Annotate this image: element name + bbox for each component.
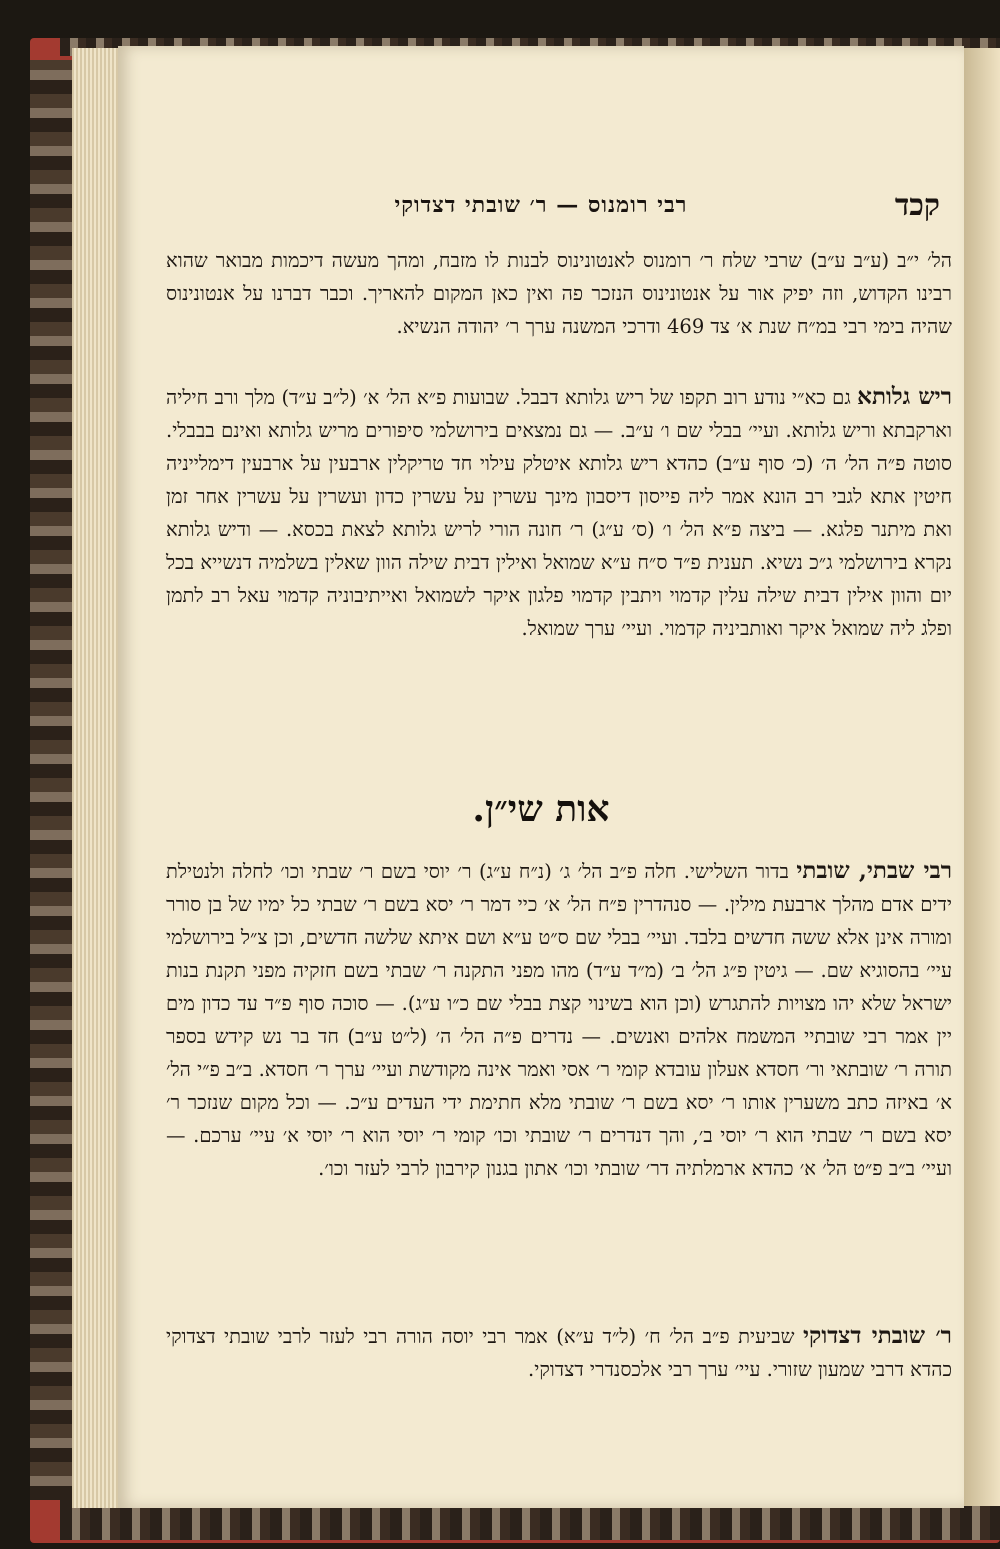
- paragraph-1-text: הל׳ י״ב (ע״ב ע״ב) שרבי שלח ר׳ רומנוס לאנטונינוס לבנות לו מזבח, ומהך מעשה דיכמות מבואר שהוא רבינו הקדוש, וזה יפיק אור על אנטונינוס הנזכר פה ואין כאן המקום להאריך. וכבר דברנו על אנטונינוס שהיה בימי רבי במ״ח שנת א׳ צד 469 ודרכי המשנה ערך ר׳ יהודה הנשיא.: [166, 249, 952, 338]
- paragraph-1: [166, 244, 952, 343]
- entry-title-shuvtai-detzaduki: ר׳ שובתי דצדוקי: [802, 1322, 952, 1349]
- book-page: [118, 46, 964, 1508]
- page-header: [118, 188, 964, 228]
- page-stack-edges: [72, 48, 124, 1508]
- paragraph-4: [166, 1319, 952, 1386]
- paragraph-3: [166, 854, 952, 1185]
- paragraph-2-text: גם כא״י נודע רוב תקפו של ריש גלותא דבבל. שבועות פ״א הל׳ א׳ (ל״ב ע״ד) מלך ורב חיליה וארקבתא וריש גלותא. ועיי׳ בבלי שם ו׳ ע״ב. — גם נמצאים בירושלמי סיפורים מריש גלותא ואינם בבבלי. סוטה פ״ה הל׳ ה׳ (כ׳ סוף ע״ב) כהדא ריש גלותא איטלק עילוי חד טריקלין ארבעין על ארבעין דימלייניה חיטין אתא לגבי רב הונא אמר ליה פייסון דיסבון מינך עשרין על עשרין כדון ועשרין על עשרין אחר זמן ואת מיתנר פלגא. — ביצה פ״א הל׳ ו׳ (ס׳ ע״ג) ר׳ חונה הורי לריש גלותא לצאת בכסא. — ודיש גלותא נקרא בירושלמי ג״כ נשיא. תענית פ״ד ס״ח ע״א שמואל ואילין דבית שילה הוון שאלין בשלמיה דנשייא בכל יום והוון אילין דבית שילה עלין קדמוי ויתבין קדמוי פלגון איקר לשמואל ואייתיבוניה קדמוי עאל רב לתמן ופלג ליה שמואל איקר ואותביניה קדמוי. ועיי׳ ערך שמואל.: [166, 386, 952, 640]
- entry-title-resh-galuta: ריש גלותא: [857, 383, 952, 410]
- paragraph-2: [166, 380, 952, 645]
- facing-page-edge: [964, 48, 1000, 1506]
- paragraph-4-text: שביעית פ״ב הל׳ ח׳ (ל״ד ע״א) אמר רבי יוסה הורה רבי לעזר לרבי שובתי דצדוקי כהדא דרבי שמעון שזורי. עיי׳ ערך רבי אלכסנדרי דצדוקי.: [166, 1325, 952, 1381]
- section-heading: אות שי״ן.: [472, 788, 610, 830]
- running-head: רבי רומנוס — ר׳ שובתי דצדוקי: [394, 192, 688, 218]
- page-number: קכד: [894, 188, 940, 223]
- paragraph-3-text: בדור השלישי. חלה פ״ב הל׳ ג׳ (נ״ח ע״ג) ר׳ יוסי בשם ר׳ שבתי וכו׳ לחלה ולנטילת ידים אדם מהלך ארבעת מילין. — סנהדרין פ״ח הל׳ א׳ כיי דמר ר׳ יסא בשם ר׳ שבתי כל ימיו של בן סורר ומורה אינן אלא ששה חדשים בלבד. ועיי׳ בבלי שם ס״ט ע״א ושם איתא שלשה חדשים, וכן צ״ל בירושלמי עיי׳ בהסוגיא שם. — גיטין פ״ג הל׳ ב׳ (מ״ד ע״ד) מהו מפני התקנה ר׳ שבתי בשם חזקיה מפני תקנת בנות ישראל שלא יהו מצויות להתגרש (וכן הוא בשינוי קצת בבלי שם כ״ו ע״ג). — סוכה סוף פ״ד עד כדון מים יין אמר רבי שובתיי המשמח אלהים ואנשים. — נדרים פ״ה הל׳ ה׳ (ל״ט ע״ב) חד בר נש קידש בספר תורה ר׳ שובתאי ור׳ חסדא אעלון עובדא קומי ר׳ אסי ואמר אינה מקודשת ועיי׳ ערך ר׳ חסדא. ב״ב פ״י הל׳ א׳ באיזה כתב משערין אותו ר׳ יסא בשם ר׳ שובתי מלא חתימת ידי העדים ע״כ. — וכל מקום שנזכר ר׳ יסא בשם ר׳ שבתי הוא ר׳ יוסי ב׳, והך דנדרים ר׳ שובתי וכו׳ קומי ר׳ יוסי הוא ר׳ יוסי א׳ עיי׳ ערכם. — ועיי׳ ב״ב פ״ט הל׳ א׳ כהדא ארמלתיה דר׳ שובתי וכו׳ אתון בגנון קירבון לרבי לעזר וכו׳.: [166, 860, 952, 1180]
- marbled-edge-left: [30, 60, 72, 1500]
- entry-title-shabtai: רבי שבתי, שובתי: [796, 857, 952, 884]
